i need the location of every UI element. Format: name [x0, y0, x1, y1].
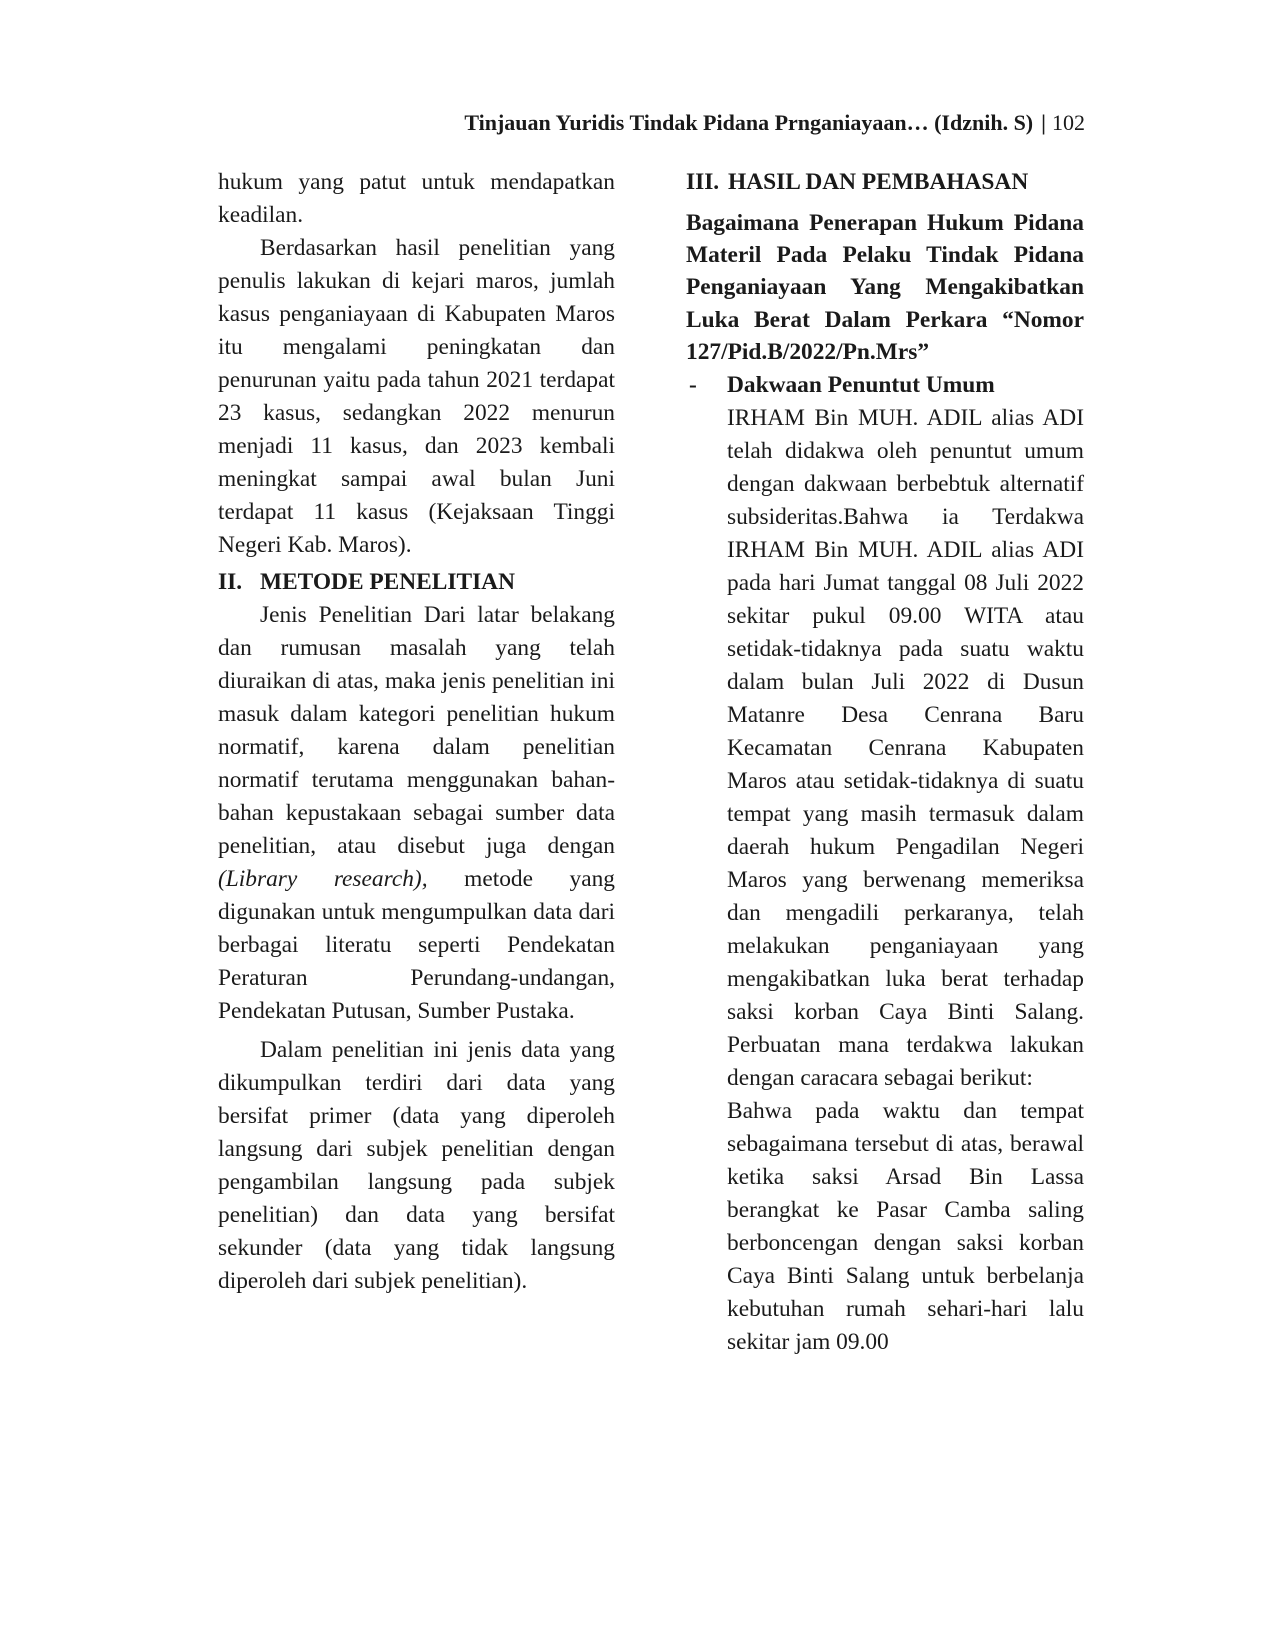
section-number: II.: [218, 569, 243, 595]
paragraph-continued: hukum yang patut untuk mendapatkan keadilan.: [218, 169, 615, 228]
section-number: III.: [686, 169, 720, 195]
section-title: METODE PENELITIAN: [260, 569, 515, 595]
paragraph-text: metode yang digunakan untuk mengumpulkan data dari berbagai literatu seperti Pendekatan Peraturan Perundang-undangan, Pendekatan Putusan, Sumber Pustaka.: [218, 866, 615, 1024]
running-header-separator: |: [1041, 110, 1046, 135]
paragraph-case-statistics: Berdasarkan hasil penelitian yang penulis lakukan di kejari maros, jumlah kasus penganiayaan di Kabupaten Maros itu mengalami peningkatan dan penurunan yaitu pada tahun 2021 terdapat 23 kasus, sedangkan 2022 menurun menjadi 11 kasus, dan 2023 kembali meningkat sampai awal bulan Juni terdapat 11 kasus (Kejaksaan Tinggi Negeri Kab. Maros).: [218, 235, 615, 558]
paragraph-text: Jenis Penelitian Dari latar belakang dan rumusan masalah yang telah diuraikan di atas, maka jenis penelitian ini masuk dalam kategori penelitian hukum normatif, karena dalam penelitian normatif terutama menggunakan bahan-bahan kepustakaan sebagai sumber data penelitian, atau disebut juga dengan: [218, 602, 615, 859]
section-heading-methods: [218, 566, 615, 599]
paragraph-research-method: [218, 599, 615, 1028]
paragraph-data-types: Dalam penelitian ini jenis data yang dikumpulkan terdiri dari data yang bersifat primer (data yang diperoleh langsung dari subjek penelitian dengan pengambilan langsung pada subjek penelitian) dan data yang bersifat sekunder (data yang tidak langsung diperoleh dari subjek penelitian).: [218, 1037, 615, 1294]
paragraph-events: Bahwa pada waktu dan tempat sebagaimana tersebut di atas, berawal ketika saksi Arsad Bin Lassa berangkat ke Pasar Camba saling berboncengan dengan saksi korban Caya Binti Salang untuk berbelanja kebutuhan rumah sehari-hari lalu sekitar jam 09.00: [727, 1098, 1084, 1356]
list-item-label: Dakwaan Penuntut Umum: [727, 372, 995, 399]
paragraph-indictment: IRHAM Bin MUH. ADIL alias ADI telah didakwa oleh penuntut umum dengan dakwaan berbebtuk alternatif subsideritas.Bahwa ia Terdakwa IRHAM Bin MUH. ADIL alias ADI pada hari Jumat tanggal 08 Juli 2022 sekitar pukul 09.00 WITA atau setidak-tidaknya pada suatu waktu dalam bulan Juli 2022 di Dusun Matanre Desa Cenrana Baru Kecamatan Cenrana Kabupaten Maros atau setidak-tidaknya di suatu tempat yang masih termasuk dalam daerah hukum Pengadilan Negeri Maros yang berwenang memeriksa dan mengadili perkaranya, telah melakukan penganiayaan yang mengakibatkan luka berat terhadap saksi korban Caya Binti Salang. Perbuatan mana terdakwa lakukan dengan caracara sebagai berikut:: [727, 405, 1084, 1092]
running-header-title: Tinjauan Yuridis Tindak Pidana Prnganiayaan… (Idznih. S): [464, 110, 1034, 135]
section-title: HASIL DAN PEMBAHASAN: [728, 169, 1029, 195]
list-item-indictment: [689, 369, 1084, 402]
section-heading-results: [686, 166, 1084, 199]
italic-term: (Library research),: [218, 866, 428, 892]
subheading-research-question: Bagaimana Penerapan Hukum Pidana Materil Pada Pelaku Tindak Pidana Penganiayaan Yang Mengakibatkan Luka Berat Dalam Perkara “Nomor 127/Pid.B/2022/Pn.Mrs”: [686, 210, 1084, 365]
page-number: 102: [1052, 110, 1085, 135]
right-column: [686, 166, 1084, 1359]
list-dash: -: [689, 372, 697, 399]
running-header: [464, 108, 1085, 138]
left-column: [218, 166, 615, 1298]
